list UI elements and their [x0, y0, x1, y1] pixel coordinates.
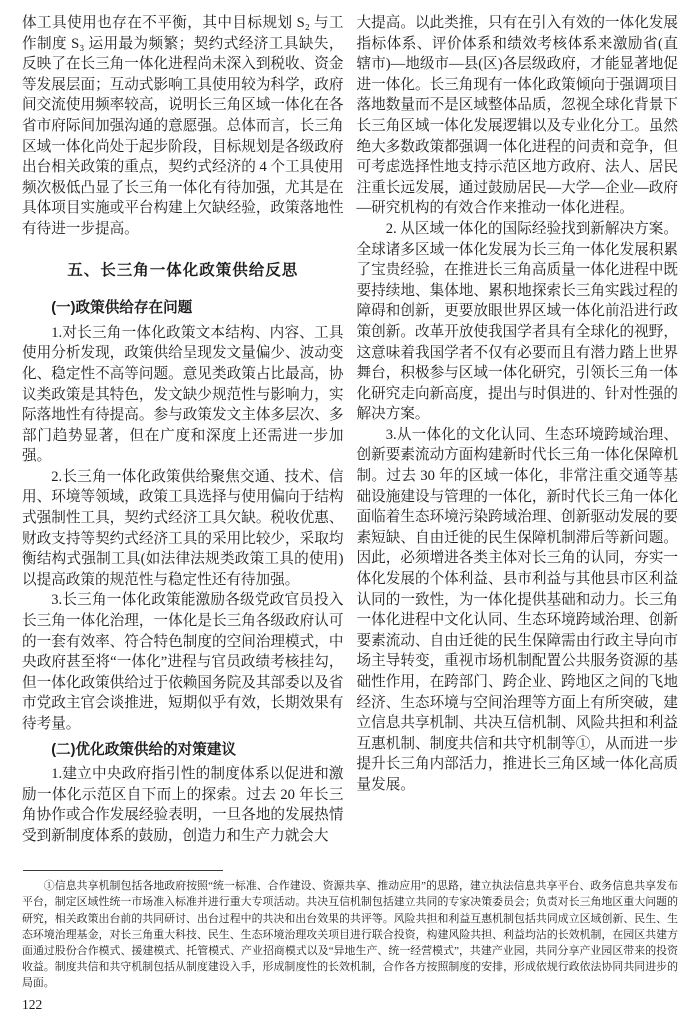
body-paragraph: 1.建立中央政府指引性的制度体系以促进和激励一体化示范区自下而上的探索。过去 20 年长三角协作或合作发展经验表明，一旦各地的发展热情受到新制度体系的鼓励，创造力和生产力就会大: [22, 766, 344, 844]
two-column-layout: [22, 13, 678, 847]
footnote-separator: [23, 870, 223, 871]
section-heading: 五、长三角一体化政策供给反思: [67, 261, 299, 279]
page-number: 122: [22, 997, 43, 1012]
body-paragraph: 3.从一体化的文化认同、生态环境跨域治理、创新要素流动方面构建新时代长三角一体化保障机制。过去 30 年的区域一体化，非常注重交通等基础设施建设与管理的一体化，新时代长三角一体化面临着生态环境污染跨域治理、创新驱动发展的要素短缺、自由迁徙的民生保障机制滞后等新问题。因此，必须增进各类主体对长三角的认同，夯实一体化发展的个体利益、县市利益与其他县市区利益认同的一致性，为一体化提供基础和动力。长三角一体化进程中文化认同、生态环境跨域治理、创新要素流动、自由迁徙的民生保障需由行政主导向市场主导转变，重视市场机制配置公共服务资源的基础性作用，在跨部门、跨企业、跨地区之间的飞地经济、生态环境与空间治理等方面上有所突破，建立信息共享机制、共决互信机制、风险共担和利益互惠机制、制度共信和共守机制等①，从而进一步提升长三角内部活力，推进长三角区域一体化高质量发展。: [356, 426, 678, 793]
footnote-text: ①信息共享机制包括各地政府按照“统一标准、合作建设、资源共享、推动应用”的思路，建立执法信息共享平台、政务信息共享发布平台，制定区域性统一市场准入标准并进行重大专项活动。共决互信机制包括建立共同的专家决策委员会；负责对长三角地区重大问题的研究，相关政策出台前的共同研讨、出台过程中的共决和出台效果的共评等。风险共担和利益互惠机制包括共同成立区域创新、民生、生态环境治理基金，对长三角重大科技、民生、生态环境治理攻关项目进行联合投资，构建风险共担、利益均沾的长效机制，在园区共建方面通过股份合作模式、援建模式、托管模式、产业招商模式以及“异地生产、统一经营模式”，共建产业园，共同分享产业园区带来的投资收益。制度共信和共守机制包括从制度建设入手，形成制度性的长效机制，合作各方按照制度的安排，形成依规行政依法协同共同进步的局面。: [22, 880, 678, 989]
right-column: [357, 13, 679, 847]
left-column: [22, 13, 344, 847]
body-paragraph-continuation: 大提高。以此类推，只有在引入有效的一体化发展指标体系、评价体系和绩效考核体系来激励省(直辖市)—地级市—县(区)各层级政府，才能显著地促进一体化。长三角现有一体化政策倾向于强调项目落地数量而不是区域整体品质，忽视全球化背景下长三角区域一体化发展逻辑以及专业化分工。虽然绝大多数政策都强调一体化进程的问责和竞争，但可考虑选择性地支持示范区地方政府、法人、居民注重长远发展，通过鼓励居民—大学—企业—政府—研究机构的有效合作来推动一体化进程。: [356, 15, 678, 217]
body-paragraph-continuation: 体工具使用也存在不平衡，其中目标规划 S₂ 与工作制度 S₃ 运用最为频繁；契约式经济工具缺失，反映了在长三角一体化进程尚未深入到税收、资金等发展层面；互动式影响工具使用较为科学，政府间交流使用频率较高，说明长三角区域一体化在各省市府际间加强沟通的意愿强。总体而言，长三角区域一体化尚处于起步阶段，目标规划是各级政府出台相关政策的重点，契约式经济的 4 个工具使用频次极低凸显了长三角一体化有待加强，尤其是在具体项目实施或平台构建上欠缺经验，政策落地性有待进一步提高。: [22, 15, 344, 237]
body-paragraph: 3.长三角一体化政策能激励各级党政官员投入长三角一体化治理，一体化是长三角各级政府认可的一套有效率、符合特色制度的空间治理模式，中央政府甚至将“一体化”进程与官员政绩考核挂勾，但一体化政策供给过于依赖国务院及其部委以及省市党政主官会谈推进，短期似乎有效，长期效果有待考量。: [22, 592, 344, 732]
subsection-2-heading: (二)优化政策供给的对策建议: [51, 741, 237, 758]
body-paragraph: 2.长三角一体化政策供给聚焦交通、技术、信用、环境等领域，政策工具选择与使用偏向于结构式强制性工具，契约式经济工具欠缺。税收优惠、财政支持等契约式经济工具的采用比较少，采取均衡结构式强制工具(如法律法规类政策工具的使用)以提高政策的规范性与稳定性还有待加强。: [22, 468, 344, 588]
footnote-area: [22, 870, 678, 1013]
body-paragraph: 1.对长三角一体化政策文本结构、内容、工具使用分析发现，政策供给呈现发文量偏少、波动变化、稳定性不高等问题。意见类政策占比最高，协议类政策是其特色，发文缺少规范性与影响力，实际落地性有待提高。参与政策发文主体多层次、多部门趋势显著，但在广度和深度上还需进一步加强。: [22, 324, 344, 465]
subsection-1-heading: (一)政策供给存在问题: [51, 300, 193, 317]
body-paragraph: 2. 从区域一体化的国际经验找到新解决方案。全球诸多区域一体化发展为长三角一体化发展积累了宝贵经验，在推进长三角高质量一体化进程中既要持续地、集体地、累积地探索长三角实践过程的障碍和创新，更要放眼世界区域一体化前沿进行政策创新。改革开放使我国学者具有全球化的视野，这意味着我国学者不仅有必要而且有潜力踏上世界舞台，积极参与区域一体化研究，引领长三角一体化研究走向新高度，提出与时俱进的、针对性强的解决方案。: [356, 220, 678, 423]
